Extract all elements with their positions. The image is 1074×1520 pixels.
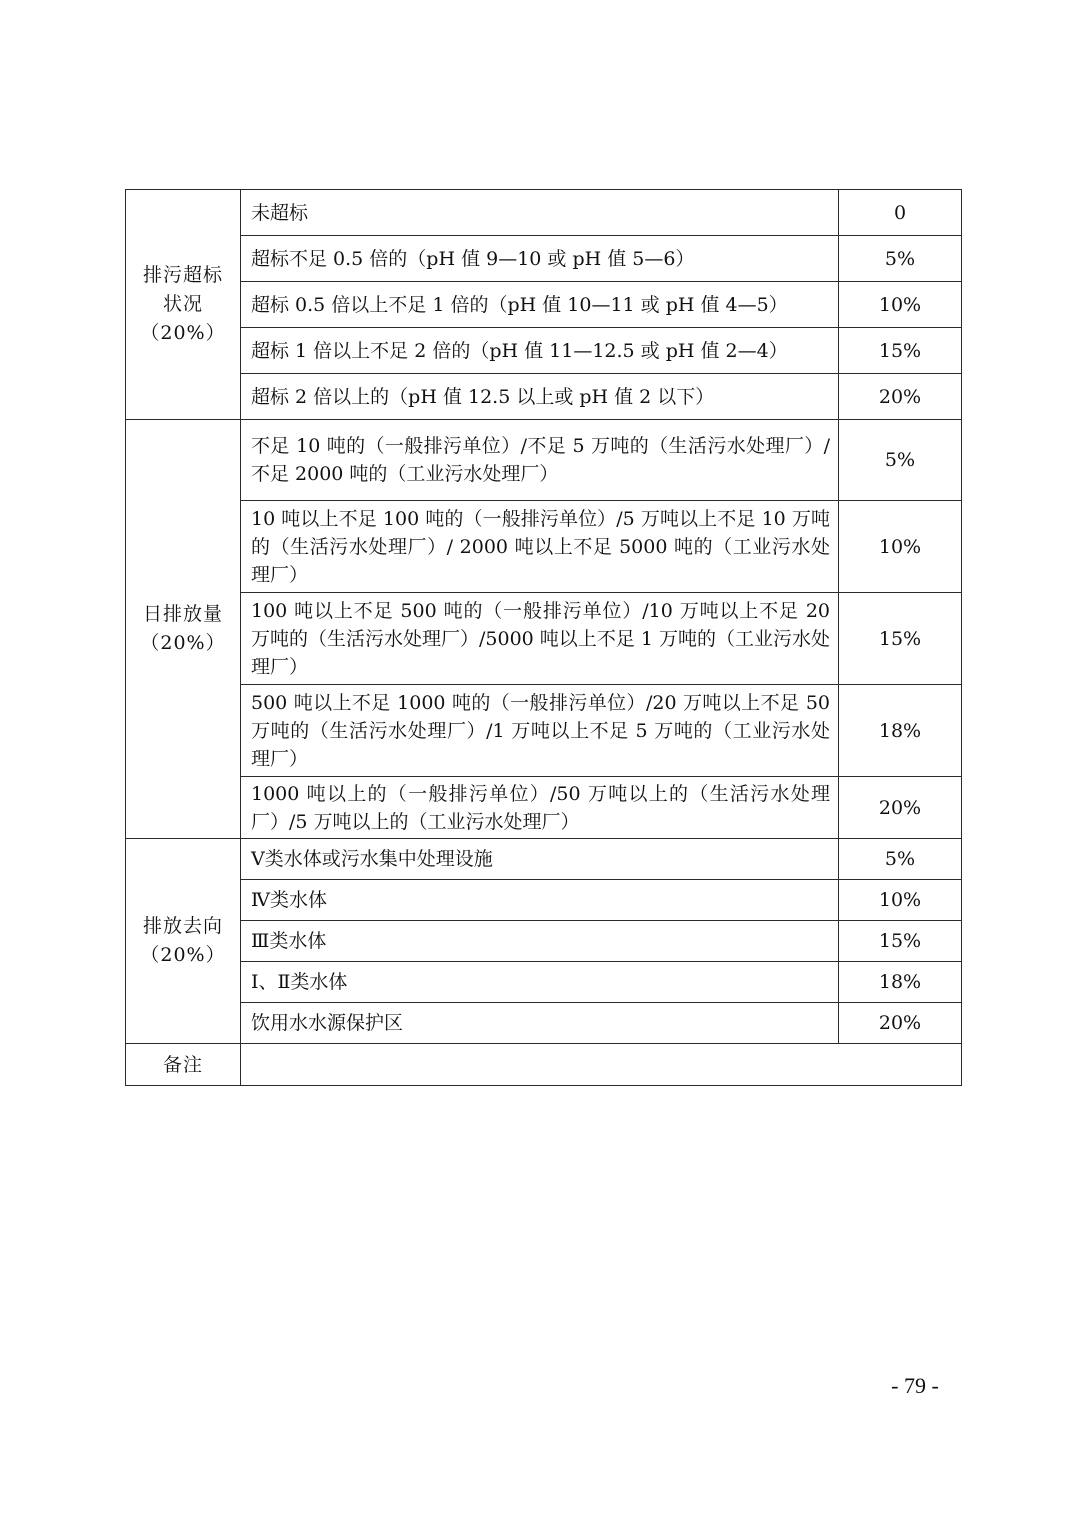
table-row bbox=[126, 593, 962, 685]
category-label: 排污超标 bbox=[142, 264, 223, 286]
table-row bbox=[126, 880, 962, 921]
row-description: Ⅳ类水体 bbox=[241, 880, 839, 921]
row-score: 5% bbox=[839, 839, 962, 880]
table-row bbox=[126, 839, 962, 880]
row-score: 20% bbox=[839, 777, 962, 839]
table-row bbox=[126, 921, 962, 962]
row-description: 超标 0.5 倍以上不足 1 倍的（pH 值 10—11 或 pH 值 4—5） bbox=[241, 282, 839, 328]
remarks-row bbox=[126, 1044, 962, 1086]
row-score: 18% bbox=[839, 962, 962, 1003]
table-row bbox=[126, 328, 962, 374]
row-description: 1000 吨以上的（一般排污单位）/50 万吨以上的（生活污水处理厂）/5 万吨以上的（工业污水处理厂） bbox=[241, 777, 839, 839]
row-score: 15% bbox=[839, 328, 962, 374]
row-description: 超标 1 倍以上不足 2 倍的（pH 值 11—12.5 或 pH 值 2—4） bbox=[241, 328, 839, 374]
table-row bbox=[126, 501, 962, 593]
row-description: Ⅲ类水体 bbox=[241, 921, 839, 962]
row-description: 超标 2 倍以上的（pH 值 12.5 以上或 pH 值 2 以下） bbox=[241, 374, 839, 420]
table-row bbox=[126, 420, 962, 501]
remarks-label: 备注 bbox=[126, 1044, 241, 1086]
row-description: 不足 10 吨的（一般排污单位）/不足 5 万吨的（生活污水处理厂）/不足 2000 吨的（工业污水处理厂） bbox=[241, 420, 839, 501]
row-description: 100 吨以上不足 500 吨的（一般排污单位）/10 万吨以上不足 20 万吨的（生活污水处理厂）/5000 吨以上不足 1 万吨的（工业污水处理厂） bbox=[241, 593, 839, 685]
category-weight: （20%） bbox=[140, 944, 226, 966]
page-number: - 79 - bbox=[891, 1373, 939, 1398]
row-score: 20% bbox=[839, 1003, 962, 1044]
row-description: 超标不足 0.5 倍的（pH 值 9—10 或 pH 值 5—6） bbox=[241, 236, 839, 282]
category-label: 排放去向 bbox=[142, 915, 223, 937]
row-description: Ⅴ类水体或污水集中处理设施 bbox=[241, 839, 839, 880]
table-row bbox=[126, 1003, 962, 1044]
category-cell-exceed-status bbox=[126, 190, 241, 420]
row-score: 5% bbox=[839, 236, 962, 282]
row-description: Ⅰ、Ⅱ类水体 bbox=[241, 962, 839, 1003]
row-score: 0 bbox=[839, 190, 962, 236]
row-score: 10% bbox=[839, 282, 962, 328]
remarks-value bbox=[241, 1044, 962, 1086]
category-weight: （20%） bbox=[140, 322, 226, 344]
category-label-continued: 状况 bbox=[162, 293, 203, 315]
category-cell-discharge-destination bbox=[126, 839, 241, 1044]
category-weight: （20%） bbox=[140, 632, 226, 654]
row-score: 15% bbox=[839, 921, 962, 962]
row-score: 15% bbox=[839, 593, 962, 685]
row-description: 10 吨以上不足 100 吨的（一般排污单位）/5 万吨以上不足 10 万吨的（生活污水处理厂）/ 2000 吨以上不足 5000 吨的（工业污水处理厂） bbox=[241, 501, 839, 593]
scoring-table bbox=[125, 189, 962, 1086]
table-row bbox=[126, 962, 962, 1003]
category-label: 日排放量 bbox=[142, 603, 223, 625]
table-row bbox=[126, 685, 962, 777]
table-row bbox=[126, 236, 962, 282]
row-score: 18% bbox=[839, 685, 962, 777]
row-score: 10% bbox=[839, 501, 962, 593]
row-description: 饮用水水源保护区 bbox=[241, 1003, 839, 1044]
row-description: 未超标 bbox=[241, 190, 839, 236]
table-row bbox=[126, 190, 962, 236]
table-row bbox=[126, 777, 962, 839]
table-row bbox=[126, 374, 962, 420]
row-score: 5% bbox=[839, 420, 962, 501]
table-row bbox=[126, 282, 962, 328]
row-description: 500 吨以上不足 1000 吨的（一般排污单位）/20 万吨以上不足 50 万吨的（生活污水处理厂）/1 万吨以上不足 5 万吨的（工业污水处理厂） bbox=[241, 685, 839, 777]
category-cell-daily-discharge bbox=[126, 420, 241, 839]
row-score: 10% bbox=[839, 880, 962, 921]
row-score: 20% bbox=[839, 374, 962, 420]
